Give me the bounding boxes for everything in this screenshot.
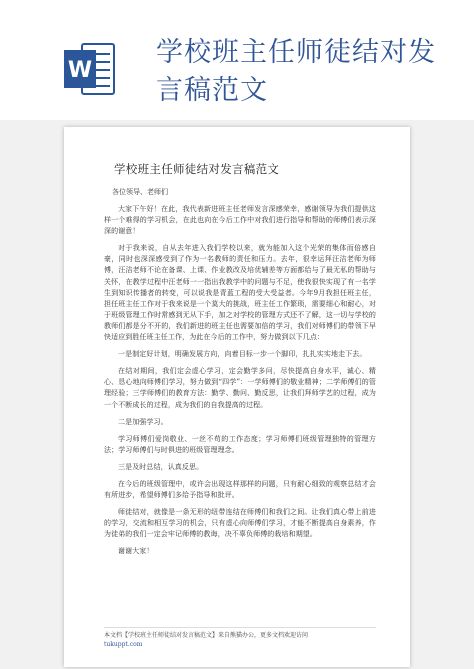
paragraph-10: 谢谢大家！ [118, 547, 154, 556]
paragraph-8: 在今后的班级管理中，或许会出现这样那样的问题，只有耐心细致的观察总结才会有所进步，希望师傅们多给予指导和批评。 [104, 479, 376, 500]
svg-text:W: W [67, 58, 93, 83]
document-footer [104, 627, 376, 649]
page-title: 学校班主任师徒结对发言稿范文 [114, 162, 280, 176]
document-body [104, 161, 376, 564]
footer-link[interactable]: tukuppt.com [104, 641, 143, 648]
header [0, 0, 474, 120]
word-icon [64, 40, 116, 98]
footer-text: 本文档【学校班主任师徒结对发言稿范文】来自熊猫办公，更多文档欢迎访问 [104, 632, 309, 639]
document-page [64, 127, 410, 667]
paragraph-4: 在结对期间，我们定会虚心学习，定会勤学多问，尽快提高自身水平，诚心、精心、恳心地向师傅们学习，努力做到“四学”：一学师傅们的敬业精神；二学师傅们的管理经验；三学师傅们的教育方法：勤学、勤问、勤反思，让我们拜师学艺的过程，成为一个不断成长的过程，成为我们的自我提高的过程。 [104, 367, 376, 409]
paragraph-2: 对于我来说，自从去年进入我们学校以来，就为能加入这个光荣的集体而倍感自豪，同时也深深感受到了作为一名教师的责任和压力。去年，很幸运拜汪洁老师为师傅，汪洁老师不论在备课、上课、作业教改及培优辅差等方面都给与了最无私的帮助与关怀，在教学过程中汪老师一一指出我教学中的问题与不足，使我很快实现了有一名学生到知识传播者的转变，可以说我是青蓝工程的受大受益者。今年9月我担任班主任，担任班主任工作对于我来说是一个莫大的挑战，班主任工作繁琐，需要细心和耐心，对于班级管理工作时常感到无从下手，加之对学校的管理方式还不了解，这一切与学校的教师们都是分不开的，我们新进的班主任也需要加倍的学习，我们对师傅们的带领下早快适应到胜任班主任工作，为此在今后的工作中，努力做到以下几点： [104, 244, 376, 342]
paragraph-3: 一是制定好计划，明确发展方向，向着目标一步一个脚印，扎扎实实地走下去。 [118, 350, 367, 359]
paragraph-5: 二是加强学习。 [118, 417, 168, 426]
paragraph-7: 三是及时总结，认真反思。 [118, 462, 204, 471]
salutation: 各位领导、老师们 [112, 188, 168, 196]
paragraph-1: 大家下午好！在此，我代表新进班主任老师发言深感荣幸，感谢领导为我们提供这样一个难得的学习机会，在此也向在今后工作中对我们进行指导和帮助的师傅们表示深深的谢意！ [104, 205, 376, 236]
paragraph-9: 师徒结对，就像是一条无形的纽带连结在师傅们和我们之间。让我们真心带上前进的学习，交流和相互学习的机会，只有虚心向师傅们学习，才能不断提高自身素养，作为徒弟的我们一定会牢记师傅的教诲，决不辜负师傅的栽培和期望。 [104, 508, 376, 539]
paragraph-6: 学习师傅们爱岗敬业、一丝不苟的工作态度；学习师傅们班级管理独特的管理方法；学习师傅们与时俱进的班级管理理念。 [104, 434, 376, 454]
document-heading: 学校班主任师徒结对发言稿范文 [156, 37, 436, 106]
